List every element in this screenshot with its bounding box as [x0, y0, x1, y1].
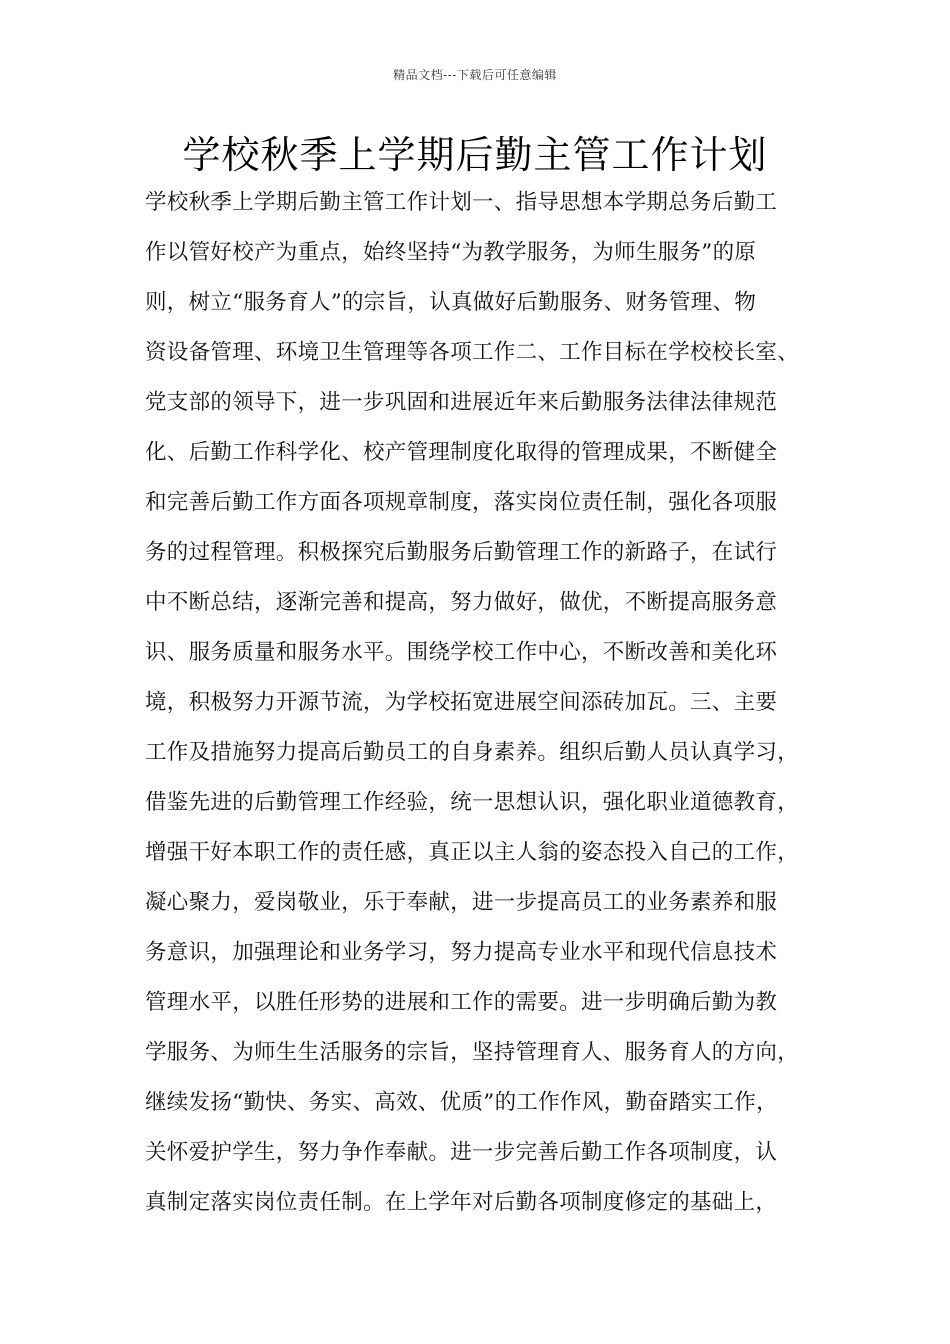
- document-body: [145, 178, 825, 1228]
- body-line: 党支部的领导下，进一步巩固和进展近年来后勤服务法律法律规范: [145, 390, 778, 415]
- body-line: 真制定落实岗位责任制。在上学年对后勤各项制度修定的基础上，: [145, 1190, 778, 1215]
- body-line: 务意识，加强理论和业务学习，努力提高专业水平和现代信息技术: [145, 940, 778, 965]
- page-header-watermark: 精品文档---下载后可任意编辑: [393, 68, 557, 82]
- body-line: 资设备管理、环境卫生管理等各项工作二、工作目标在学校校长室、: [145, 340, 800, 365]
- body-line: 中不断总结，逐渐完善和提高，努力做好，做优，不断提高服务意: [145, 590, 778, 615]
- body-line: 化、后勤工作科学化、校产管理制度化取得的管理成果，不断健全: [145, 440, 778, 465]
- body-line: 则，树立“服务育人”的宗旨，认真做好后勤服务、财务管理、物: [145, 290, 757, 315]
- body-line: 作以管好校产为重点，始终坚持“为教学服务，为师生服务”的原: [145, 240, 757, 265]
- body-line: 识、服务质量和服务水平。围绕学校工作中心，不断改善和美化环: [145, 640, 778, 665]
- body-line: 凝心聚力，爱岗敬业，乐于奉献，进一步提高员工的业务素养和服: [145, 890, 778, 915]
- document-title: 学校秋季上学期后勤主管工作计划: [182, 133, 768, 177]
- body-line: 和完善后勤工作方面各项规章制度，落实岗位责任制，强化各项服: [145, 490, 778, 515]
- body-line: 继续发扬“勤快、务实、高效、优质”的工作作风，勤奋踏实工作，: [145, 1090, 778, 1115]
- body-line: 学服务、为师生生活服务的宗旨，坚持管理育人、服务育人的方向，: [145, 1040, 800, 1065]
- body-line: 学校秋季上学期后勤主管工作计划一、指导思想本学期总务后勤工: [145, 190, 778, 215]
- body-line: 增强干好本职工作的责任感，真正以主人翁的姿态投入自己的工作，: [145, 840, 800, 865]
- body-line: 关怀爱护学生，努力争作奉献。进一步完善后勤工作各项制度，认: [145, 1140, 778, 1165]
- body-line: 境，积极努力开源节流，为学校拓宽进展空间添砖加瓦。三、主要: [145, 690, 778, 715]
- body-line: 管理水平，以胜任形势的进展和工作的需要。进一步明确后勤为教: [145, 990, 778, 1015]
- body-line: 工作及措施努力提高后勤员工的自身素养。组织后勤人员认真学习，: [145, 740, 800, 765]
- body-line: 务的过程管理。积极探究后勤服务后勤管理工作的新路子，在试行: [145, 540, 778, 565]
- body-line: 借鉴先进的后勤管理工作经验，统一思想认识，强化职业道德教育，: [145, 790, 800, 815]
